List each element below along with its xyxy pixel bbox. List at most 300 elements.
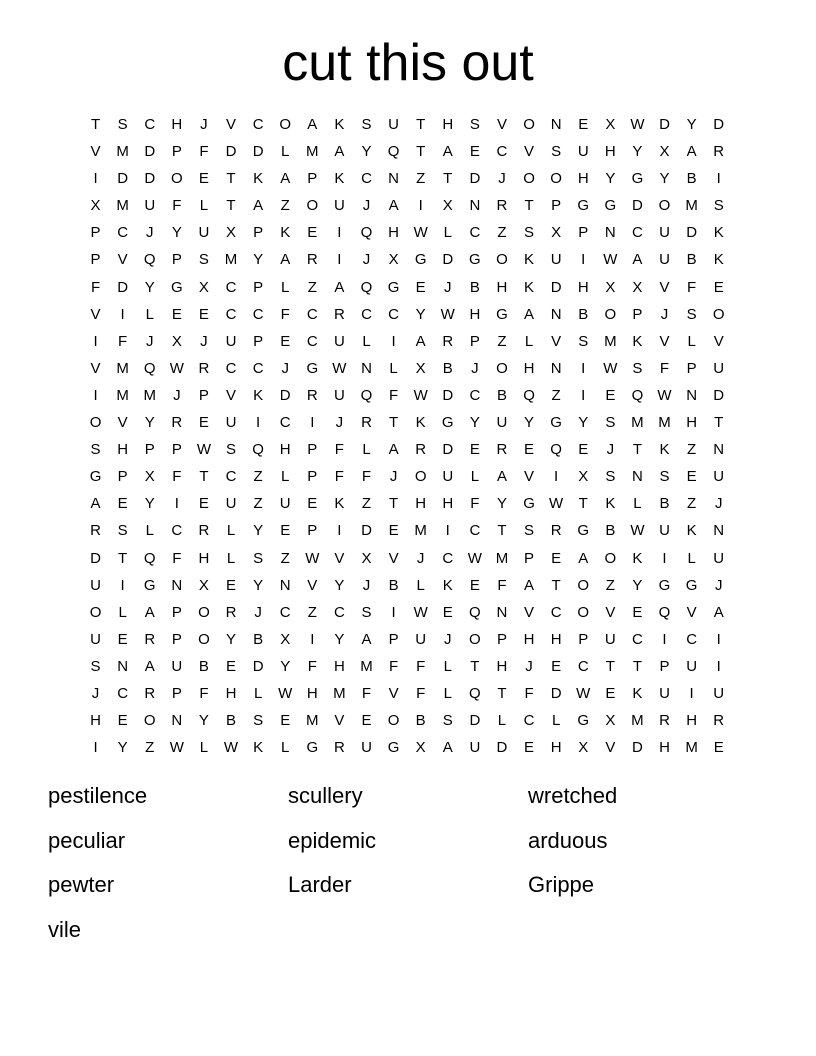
grid-letter: Q <box>360 278 373 296</box>
grid-letter: M <box>685 739 698 757</box>
grid-letter: N <box>171 712 183 730</box>
grid-letter: J <box>200 332 208 350</box>
grid-letter: H <box>171 116 183 133</box>
grid-letter: K <box>334 170 345 188</box>
grid-letter: D <box>117 278 129 296</box>
grid-letter: C <box>117 684 129 702</box>
grid-letter: J <box>362 197 371 215</box>
grid-letter: W <box>169 739 184 757</box>
grid-letter: Q <box>631 386 644 404</box>
grid-letter: R <box>90 522 101 540</box>
grid-letter: R <box>713 712 725 730</box>
grid-letter: G <box>550 414 562 432</box>
word-list-item: Larder <box>288 872 352 897</box>
grid-letter: O <box>170 170 183 188</box>
grid-letter: H <box>442 495 454 513</box>
grid-letter: E <box>469 143 480 161</box>
grid-letter: G <box>604 197 617 215</box>
grid-letter: E <box>280 522 291 540</box>
grid-letter: O <box>523 170 535 188</box>
grid-letter: L <box>362 441 371 459</box>
grid-letter: O <box>496 251 508 269</box>
grid-letter: F <box>199 143 209 161</box>
grid-letter: D <box>252 143 264 161</box>
grid-letter: B <box>605 522 616 540</box>
grid-letter: J <box>444 630 452 648</box>
grid-letter: B <box>226 712 237 730</box>
grid-letter: K <box>713 251 724 269</box>
grid-letter: I <box>120 576 125 594</box>
grid-letter: M <box>116 143 129 161</box>
grid-letter: P <box>171 441 182 459</box>
grid-letter: K <box>253 170 264 188</box>
grid-letter: X <box>632 278 643 296</box>
grid-letter: V <box>226 116 237 133</box>
grid-letter: A <box>361 630 372 648</box>
grid-letter: L <box>145 305 154 323</box>
grid-letter: U <box>333 386 345 404</box>
grid-letter: G <box>387 739 400 757</box>
grid-letter: L <box>362 332 371 350</box>
grid-letter: A <box>713 603 724 621</box>
grid-letter: X <box>605 278 616 296</box>
grid-letter: Q <box>143 549 156 567</box>
grid-letter: N <box>550 305 562 323</box>
grid-letter: X <box>198 576 209 594</box>
grid-letter: F <box>659 359 670 377</box>
grid-letter: F <box>199 684 209 702</box>
word-list-item: Grippe <box>528 872 595 897</box>
grid-letter: K <box>605 495 616 513</box>
grid-letter: C <box>252 305 264 323</box>
grid-letter: J <box>91 684 100 702</box>
grid-letter: T <box>497 684 507 702</box>
word-list <box>48 778 768 956</box>
grid-letter: P <box>171 684 182 702</box>
grid-letter: B <box>496 386 507 404</box>
grid-letter: N <box>496 603 508 621</box>
grid-letter: T <box>443 170 453 188</box>
grid-letter: E <box>171 305 182 323</box>
grid-letter: A <box>442 143 453 161</box>
grid-letter: C <box>361 170 372 188</box>
grid-letter: A <box>307 116 318 133</box>
grid-letter: J <box>362 576 371 594</box>
grid-letter: A <box>415 332 426 350</box>
grid-letter: C <box>279 414 291 432</box>
grid-letter: E <box>524 441 535 459</box>
grid-letter: L <box>443 657 452 675</box>
grid-letter: E <box>198 414 209 432</box>
grid-letter: D <box>442 251 454 269</box>
grid-letter: Z <box>307 278 317 296</box>
grid-letter: H <box>659 739 670 757</box>
grid-letter: V <box>524 468 535 486</box>
grid-letter: C <box>442 549 454 567</box>
grid-row <box>82 707 734 734</box>
grid-letter: A <box>280 170 291 188</box>
grid-letter: P <box>307 441 318 459</box>
grid-letter: S <box>117 116 128 133</box>
grid-letter: C <box>252 359 264 377</box>
grid-letter: N <box>713 522 725 540</box>
grid-letter: C <box>144 116 156 133</box>
grid-letter: X <box>171 332 182 350</box>
grid-letter: Z <box>416 170 426 188</box>
grid-letter: M <box>631 414 644 432</box>
grid-letter: P <box>496 630 507 648</box>
grid-letter: E <box>198 305 209 323</box>
grid-letter: J <box>606 441 615 459</box>
grid-letter: N <box>388 170 399 188</box>
grid-letter: D <box>550 684 562 702</box>
grid-letter: N <box>686 386 698 404</box>
word-list-item: scullery <box>288 783 363 808</box>
grid-letter: S <box>253 712 264 730</box>
grid-letter: K <box>334 495 345 513</box>
grid-letter: V <box>524 603 535 621</box>
grid-letter: F <box>118 332 128 350</box>
grid-letter: T <box>497 522 507 540</box>
grid-letter: K <box>280 224 291 242</box>
grid-letter: W <box>223 739 239 757</box>
grid-letter: G <box>496 305 508 323</box>
grid-row <box>82 165 734 192</box>
grid-letter: V <box>334 712 345 730</box>
grid-letter: L <box>497 712 507 730</box>
grid-letter: H <box>306 684 318 702</box>
grid-letter: I <box>310 414 315 432</box>
grid-letter: K <box>442 576 453 594</box>
grid-letter: M <box>116 386 129 404</box>
grid-letter: N <box>604 224 616 242</box>
grid-letter: Y <box>632 143 643 161</box>
grid-letter: W <box>603 251 618 269</box>
grid-letter: F <box>307 657 317 675</box>
grid-letter: O <box>604 305 617 323</box>
grid-letter: O <box>496 359 508 377</box>
grid-letter: B <box>388 576 399 594</box>
grid-letter: H <box>496 657 508 675</box>
grid-letter: Z <box>307 603 317 621</box>
grid-letter: Q <box>469 684 481 702</box>
grid-letter: Y <box>198 712 209 730</box>
grid-letter: R <box>361 414 372 432</box>
grid-letter: F <box>470 495 480 513</box>
grid-letter: H <box>117 441 129 459</box>
grid-letter: L <box>633 495 642 513</box>
grid-row <box>82 219 734 246</box>
grid-letter: D <box>144 170 156 188</box>
grid-letter: S <box>198 251 209 269</box>
grid-letter: W <box>169 359 184 377</box>
grid-letter: T <box>551 576 561 594</box>
grid-letter: S <box>551 143 562 161</box>
grid-letter: L <box>687 332 696 350</box>
grid-letter: Y <box>144 414 155 432</box>
grid-letter: R <box>415 441 427 459</box>
grid-letter: D <box>442 441 454 459</box>
grid-letter: V <box>605 603 616 621</box>
grid-letter: N <box>632 468 643 486</box>
grid-letter: D <box>713 386 725 404</box>
grid-letter: H <box>604 143 616 161</box>
grid-letter: U <box>144 197 156 215</box>
grid-letter: J <box>525 657 533 675</box>
grid-letter: G <box>387 278 400 296</box>
grid-letter: C <box>361 305 372 323</box>
grid-letter: D <box>632 739 643 757</box>
grid-letter: W <box>630 522 645 540</box>
grid-letter: C <box>225 278 237 296</box>
grid-letter: H <box>523 359 535 377</box>
grid-letter: Z <box>145 739 155 757</box>
grid-letter: T <box>388 495 399 513</box>
grid-letter: K <box>253 739 264 757</box>
grid-letter: J <box>254 603 262 621</box>
grid-letter: F <box>416 684 426 702</box>
letter-grid <box>82 111 734 761</box>
grid-letter: K <box>524 251 535 269</box>
grid-letter: E <box>713 278 724 296</box>
grid-letter: J <box>145 224 154 242</box>
grid-letter: D <box>279 386 291 404</box>
grid-row <box>82 382 734 409</box>
grid-letter: U <box>659 224 670 242</box>
grid-letter: M <box>143 386 156 404</box>
grid-letter: R <box>442 332 454 350</box>
grid-letter: N <box>713 441 725 459</box>
grid-letter: A <box>334 278 345 296</box>
grid-letter: I <box>256 414 261 432</box>
grid-letter: X <box>198 278 209 296</box>
grid-letter: Q <box>143 251 156 269</box>
grid-letter: F <box>172 468 182 486</box>
grid-letter: X <box>578 739 589 757</box>
grid-letter: F <box>687 278 697 296</box>
grid-letter: E <box>605 684 616 702</box>
grid-row <box>82 355 734 382</box>
grid-letter: C <box>496 143 508 161</box>
grid-letter: S <box>253 549 264 567</box>
grid-letter: U <box>333 332 345 350</box>
grid-letter: U <box>713 549 725 567</box>
grid-letter: V <box>307 576 318 594</box>
grid-letter: I <box>418 197 423 215</box>
grid-letter: B <box>198 657 209 675</box>
grid-row <box>82 517 734 544</box>
grid-letter: Z <box>497 224 507 242</box>
grid-letter: S <box>469 116 480 133</box>
grid-letter: W <box>413 224 428 242</box>
grid-letter: W <box>332 359 347 377</box>
word-list-item: vile <box>48 916 82 942</box>
grid-letter: S <box>442 712 453 730</box>
word-list-item: pewter <box>48 872 115 897</box>
grid-letter: G <box>414 251 427 269</box>
grid-letter: T <box>118 549 128 567</box>
grid-letter: O <box>89 603 102 621</box>
grid-letter: F <box>280 305 290 323</box>
grid-letter: W <box>467 549 482 567</box>
grid-letter: L <box>145 522 154 540</box>
grid-letter: F <box>172 197 182 215</box>
grid-letter: X <box>280 630 291 648</box>
grid-letter: A <box>524 305 535 323</box>
grid-letter: L <box>226 522 236 540</box>
grid-letter: Y <box>171 224 182 242</box>
grid-letter: J <box>498 170 506 188</box>
grid-letter: Q <box>469 603 481 621</box>
grid-letter: C <box>686 630 698 648</box>
grid-letter: R <box>306 251 318 269</box>
grid-letter: Z <box>280 197 290 215</box>
grid-letter: P <box>307 468 318 486</box>
grid-letter: K <box>659 441 670 459</box>
grid-letter: W <box>440 305 455 323</box>
grid-letter: R <box>659 712 670 730</box>
grid-letter: C <box>279 603 291 621</box>
grid-letter: A <box>253 197 264 215</box>
grid-letter: Z <box>687 495 697 513</box>
grid-letter: E <box>226 576 237 594</box>
grid-letter: Y <box>334 576 345 594</box>
grid-letter: J <box>714 576 723 594</box>
grid-letter: Y <box>578 414 589 432</box>
grid-letter: B <box>469 278 480 296</box>
grid-letter: W <box>278 684 293 702</box>
grid-letter: Q <box>143 359 156 377</box>
grid-letter: O <box>143 712 156 730</box>
grid-letter: P <box>171 630 182 648</box>
grid-letter: Z <box>253 468 263 486</box>
grid-letter: G <box>170 278 183 296</box>
grid-letter: E <box>198 170 209 188</box>
grid-row <box>82 111 734 138</box>
grid-letter: P <box>90 251 101 269</box>
grid-letter: M <box>360 657 373 675</box>
grid-letter: S <box>90 441 101 459</box>
grid-letter: A <box>144 657 155 675</box>
grid-letter: Y <box>659 170 670 188</box>
grid-letter: H <box>388 224 399 242</box>
grid-letter: V <box>226 386 237 404</box>
grid-letter: P <box>253 332 264 350</box>
grid-letter: J <box>335 414 344 432</box>
grid-letter: Y <box>415 305 426 323</box>
grid-letter: G <box>658 576 671 594</box>
grid-letter: T <box>578 495 588 513</box>
grid-letter: Q <box>360 224 373 242</box>
grid-letter: D <box>550 278 562 296</box>
grid-letter: L <box>687 549 696 567</box>
grid-letter: F <box>524 684 534 702</box>
grid-letter: E <box>578 441 589 459</box>
grid-letter: D <box>442 386 454 404</box>
grid-letter: I <box>337 224 342 242</box>
grid-letter: G <box>441 414 454 432</box>
grid-letter: G <box>631 170 644 188</box>
grid-letter: D <box>361 522 372 540</box>
grid-letter: V <box>496 116 507 133</box>
grid-letter: Q <box>550 441 562 459</box>
grid-letter: Q <box>252 441 264 459</box>
grid-letter: W <box>305 549 320 567</box>
grid-letter: L <box>118 603 127 621</box>
grid-letter: E <box>198 495 209 513</box>
grid-row <box>82 572 734 599</box>
grid-letter: P <box>469 332 480 350</box>
grid-letter: E <box>632 603 643 621</box>
grid-letter: I <box>93 739 98 757</box>
grid-letter: Y <box>469 414 480 432</box>
grid-letter: I <box>581 251 586 269</box>
grid-letter: I <box>581 386 586 404</box>
page-title: cut this out <box>282 34 534 92</box>
grid-letter: Y <box>253 576 264 594</box>
grid-letter: R <box>496 441 508 459</box>
grid-letter: A <box>334 143 345 161</box>
grid-letter: K <box>632 549 643 567</box>
grid-row <box>82 680 734 707</box>
grid-letter: D <box>469 170 481 188</box>
grid-letter: R <box>171 414 183 432</box>
grid-letter: E <box>117 495 128 513</box>
grid-letter: X <box>659 143 670 161</box>
grid-letter: P <box>253 224 264 242</box>
grid-letter: S <box>686 305 697 323</box>
grid-letter: W <box>576 684 591 702</box>
grid-letter: Q <box>360 386 373 404</box>
grid-letter: E <box>415 278 426 296</box>
grid-letter: J <box>471 359 479 377</box>
grid-letter: U <box>713 468 725 486</box>
grid-letter: T <box>632 441 642 459</box>
grid-letter: C <box>225 305 237 323</box>
grid-letter: A <box>496 468 507 486</box>
grid-letter: I <box>337 522 342 540</box>
grid-letter: B <box>578 305 589 323</box>
grid-letter: M <box>658 414 671 432</box>
grid-letter: E <box>578 116 589 133</box>
grid-letter: C <box>306 305 318 323</box>
grid-letter: O <box>387 712 400 730</box>
grid-letter: Z <box>280 549 290 567</box>
grid-letter: H <box>279 441 291 459</box>
grid-letter: U <box>577 143 589 161</box>
grid-letter: L <box>416 576 425 594</box>
grid-letter: E <box>469 441 480 459</box>
grid-letter: C <box>171 522 183 540</box>
grid-letter: U <box>415 630 427 648</box>
grid-letter: P <box>307 522 318 540</box>
grid-letter: A <box>144 603 155 621</box>
grid-letter: B <box>253 630 264 648</box>
grid-letter: L <box>443 684 452 702</box>
grid-letter: C <box>469 224 481 242</box>
grid-letter: J <box>389 468 398 486</box>
grid-letter: M <box>604 332 617 350</box>
grid-letter: T <box>632 657 642 675</box>
grid-letter: H <box>442 116 454 133</box>
grid-letter: H <box>198 549 210 567</box>
grid-letter: U <box>361 739 372 757</box>
grid-letter: J <box>714 495 723 513</box>
grid-row <box>82 246 734 273</box>
grid-letter: D <box>90 549 101 567</box>
grid-letter: V <box>713 332 724 350</box>
grid-letter: P <box>198 386 209 404</box>
